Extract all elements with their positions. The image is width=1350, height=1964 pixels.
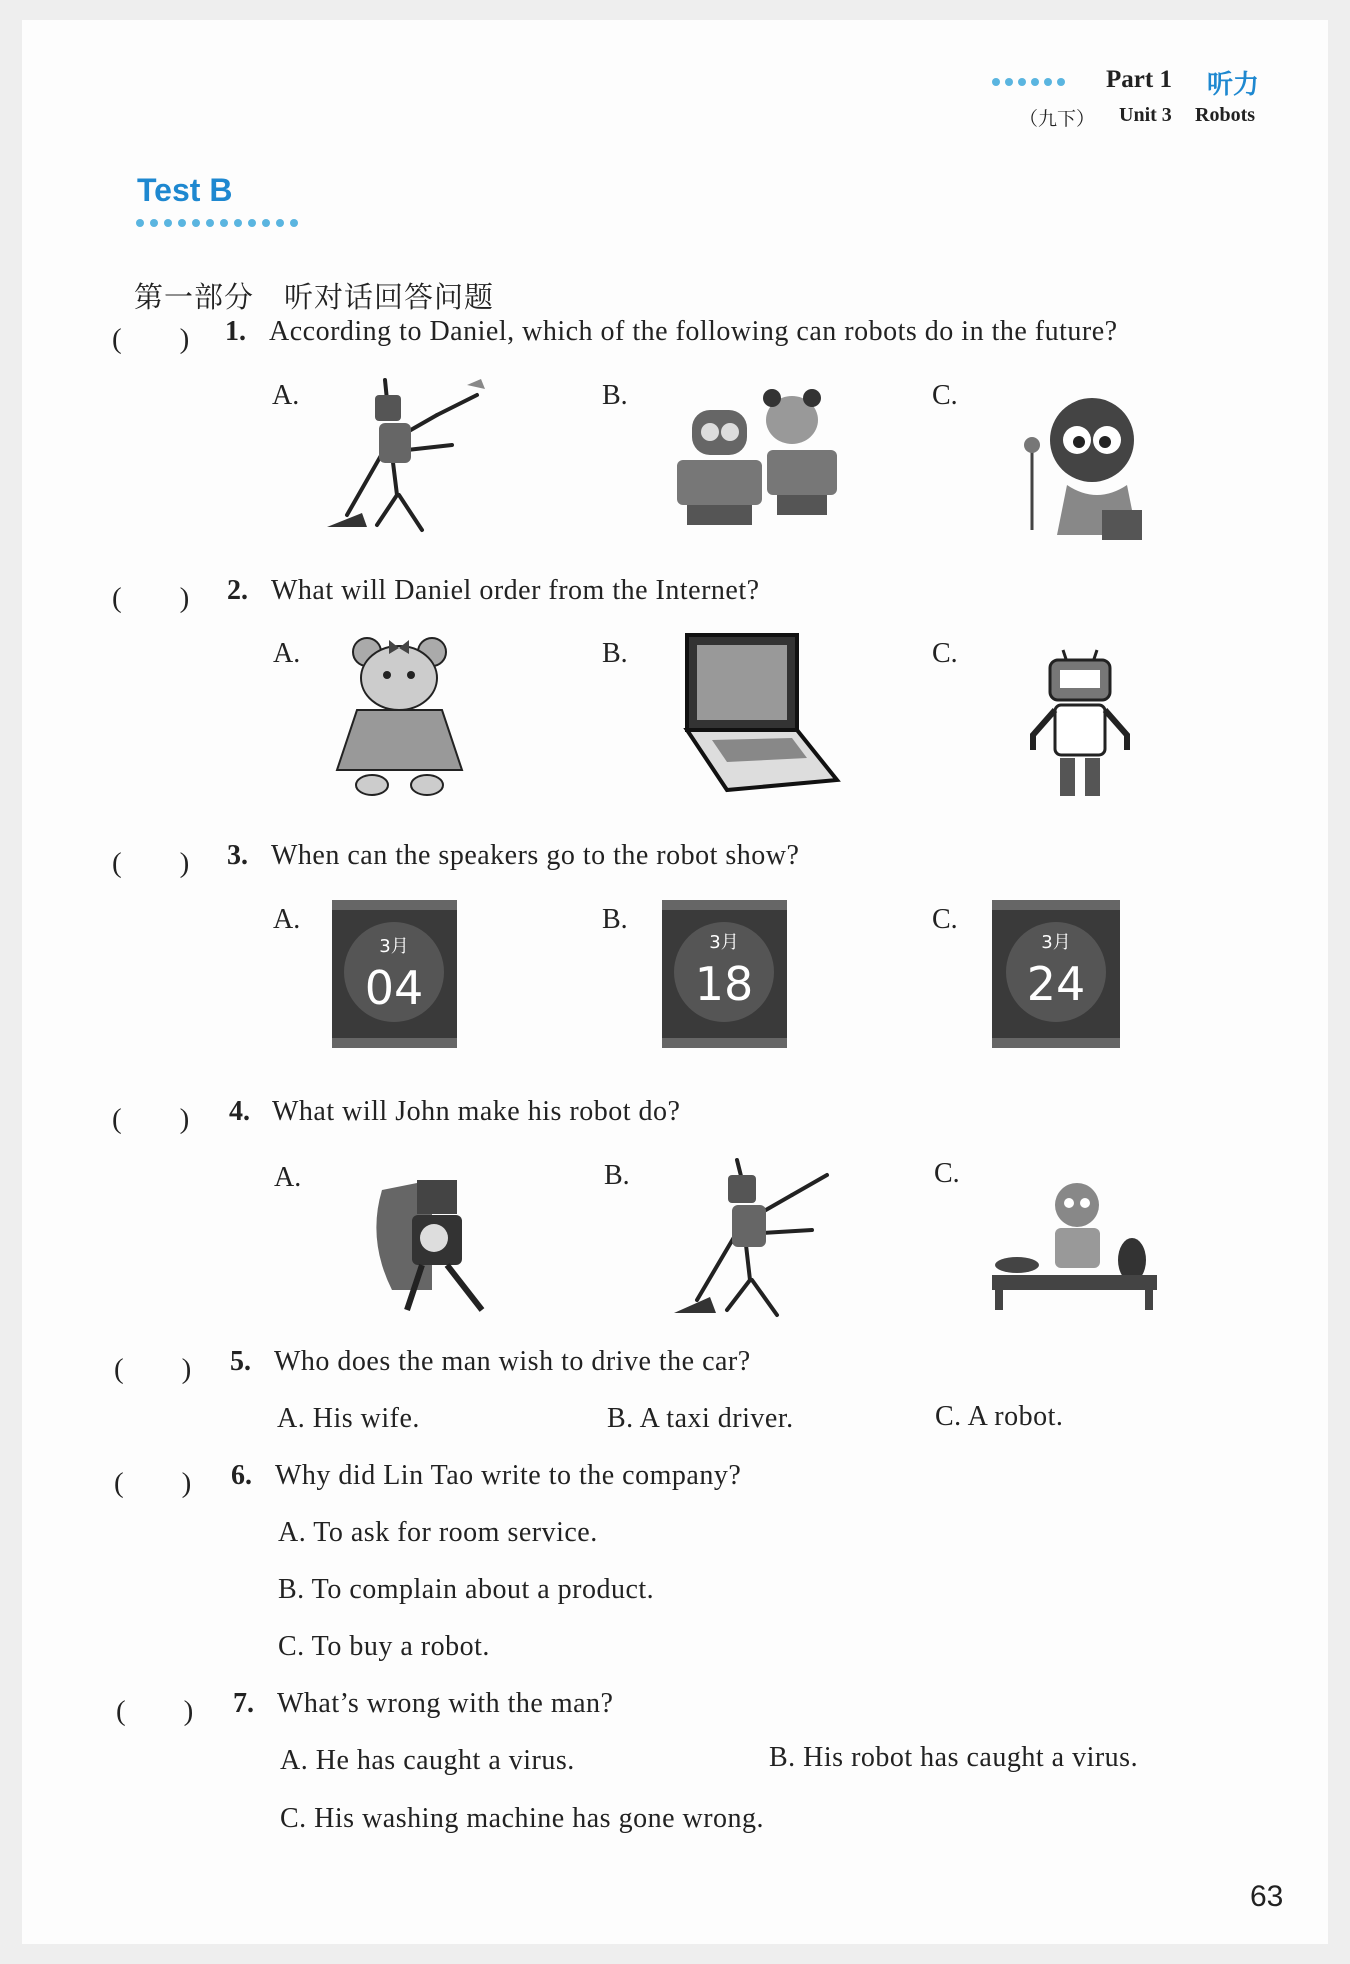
- option-a: A. He has caught a virus.: [280, 1745, 575, 1776]
- calendar-day: 24: [1026, 957, 1086, 1011]
- question-text: Why did Lin Tao write to the company?: [275, 1460, 742, 1491]
- question-number: 5.: [230, 1346, 251, 1377]
- option-label: B.: [604, 1160, 630, 1191]
- laptop-icon: [667, 630, 842, 795]
- calendar-day: 04: [364, 961, 424, 1015]
- robot-babysitting-icon: [362, 1160, 502, 1315]
- calendar-month: 3月: [379, 936, 409, 957]
- answer-blank[interactable]: ( ): [112, 582, 190, 614]
- option-c: C. To buy a robot.: [278, 1631, 490, 1662]
- section-title: 第一部分 听对话回答问题: [134, 280, 495, 314]
- option-label: C.: [932, 380, 958, 411]
- option-label: C.: [932, 638, 958, 669]
- question-number: 3.: [227, 840, 248, 871]
- answer-blank[interactable]: ( ): [112, 1103, 190, 1135]
- question-text: According to Daniel, which of the following can robots do in the future?: [269, 316, 1118, 347]
- robots-reading-icon: [672, 380, 852, 530]
- question-text: When can the speakers go to the robot show?: [271, 840, 800, 871]
- title-underline-dots: [136, 219, 298, 227]
- calendar-icon: [992, 900, 1120, 1048]
- answer-blank[interactable]: ( ): [112, 323, 190, 355]
- option-b: B. A taxi driver.: [607, 1403, 794, 1434]
- answer-blank[interactable]: ( ): [116, 1695, 194, 1727]
- calendar-month: 3月: [709, 932, 739, 953]
- option-label: C.: [934, 1158, 960, 1189]
- question-text: Who does the man wish to drive the car?: [274, 1346, 751, 1377]
- listening-label: 听力: [1207, 70, 1260, 100]
- teddy-bear-icon: [327, 630, 472, 800]
- robot-cooking-icon: [987, 1170, 1162, 1320]
- option-label: A.: [273, 904, 301, 935]
- part-label: Part 1: [1106, 66, 1172, 93]
- unit-label: Unit 3: [1119, 104, 1172, 126]
- page-number: 63: [1250, 1880, 1284, 1913]
- answer-blank[interactable]: ( ): [114, 1467, 192, 1499]
- option-label: B.: [602, 380, 628, 411]
- question-number: 4.: [229, 1096, 250, 1127]
- question-number: 7.: [233, 1688, 254, 1719]
- question-text: What will John make his robot do?: [272, 1096, 681, 1127]
- option-label: C.: [932, 904, 958, 935]
- test-title: Test B: [137, 172, 233, 208]
- question-number: 1.: [225, 316, 246, 347]
- answer-blank[interactable]: ( ): [112, 847, 190, 879]
- calendar-icon: [662, 900, 787, 1048]
- answer-blank[interactable]: ( ): [114, 1353, 192, 1385]
- robot-vacuuming-icon: [662, 1155, 837, 1325]
- toy-robot-icon: [1025, 640, 1135, 800]
- page: [22, 20, 1328, 1944]
- option-b: B. His robot has caught a virus.: [769, 1742, 1139, 1773]
- option-label: B.: [602, 904, 628, 935]
- option-c: C. A robot.: [935, 1401, 1064, 1432]
- question-number: 6.: [231, 1460, 252, 1491]
- calendar-icon: [332, 900, 457, 1048]
- calendar-day: 18: [694, 957, 754, 1011]
- calendar-month: 3月: [1041, 932, 1071, 953]
- question-number: 2.: [227, 575, 248, 606]
- question-text: What will Daniel order from the Internet?: [271, 575, 760, 606]
- option-c: C. His washing machine has gone wrong.: [280, 1803, 765, 1834]
- option-label: B.: [602, 638, 628, 669]
- robot-vacuuming-icon: [327, 375, 487, 540]
- option-b: B. To complain about a product.: [278, 1574, 655, 1605]
- topic-label: Robots: [1195, 104, 1256, 126]
- option-label: A.: [272, 380, 300, 411]
- option-label: A.: [273, 638, 301, 669]
- option-a: A. To ask for room service.: [278, 1517, 598, 1548]
- grade-label: （九下）: [1019, 108, 1096, 130]
- header-dots: [992, 78, 1065, 86]
- question-text: What’s wrong with the man?: [277, 1688, 614, 1719]
- robot-singing-icon: [1007, 390, 1157, 550]
- option-a: A. His wife.: [277, 1403, 420, 1434]
- option-label: A.: [274, 1162, 302, 1193]
